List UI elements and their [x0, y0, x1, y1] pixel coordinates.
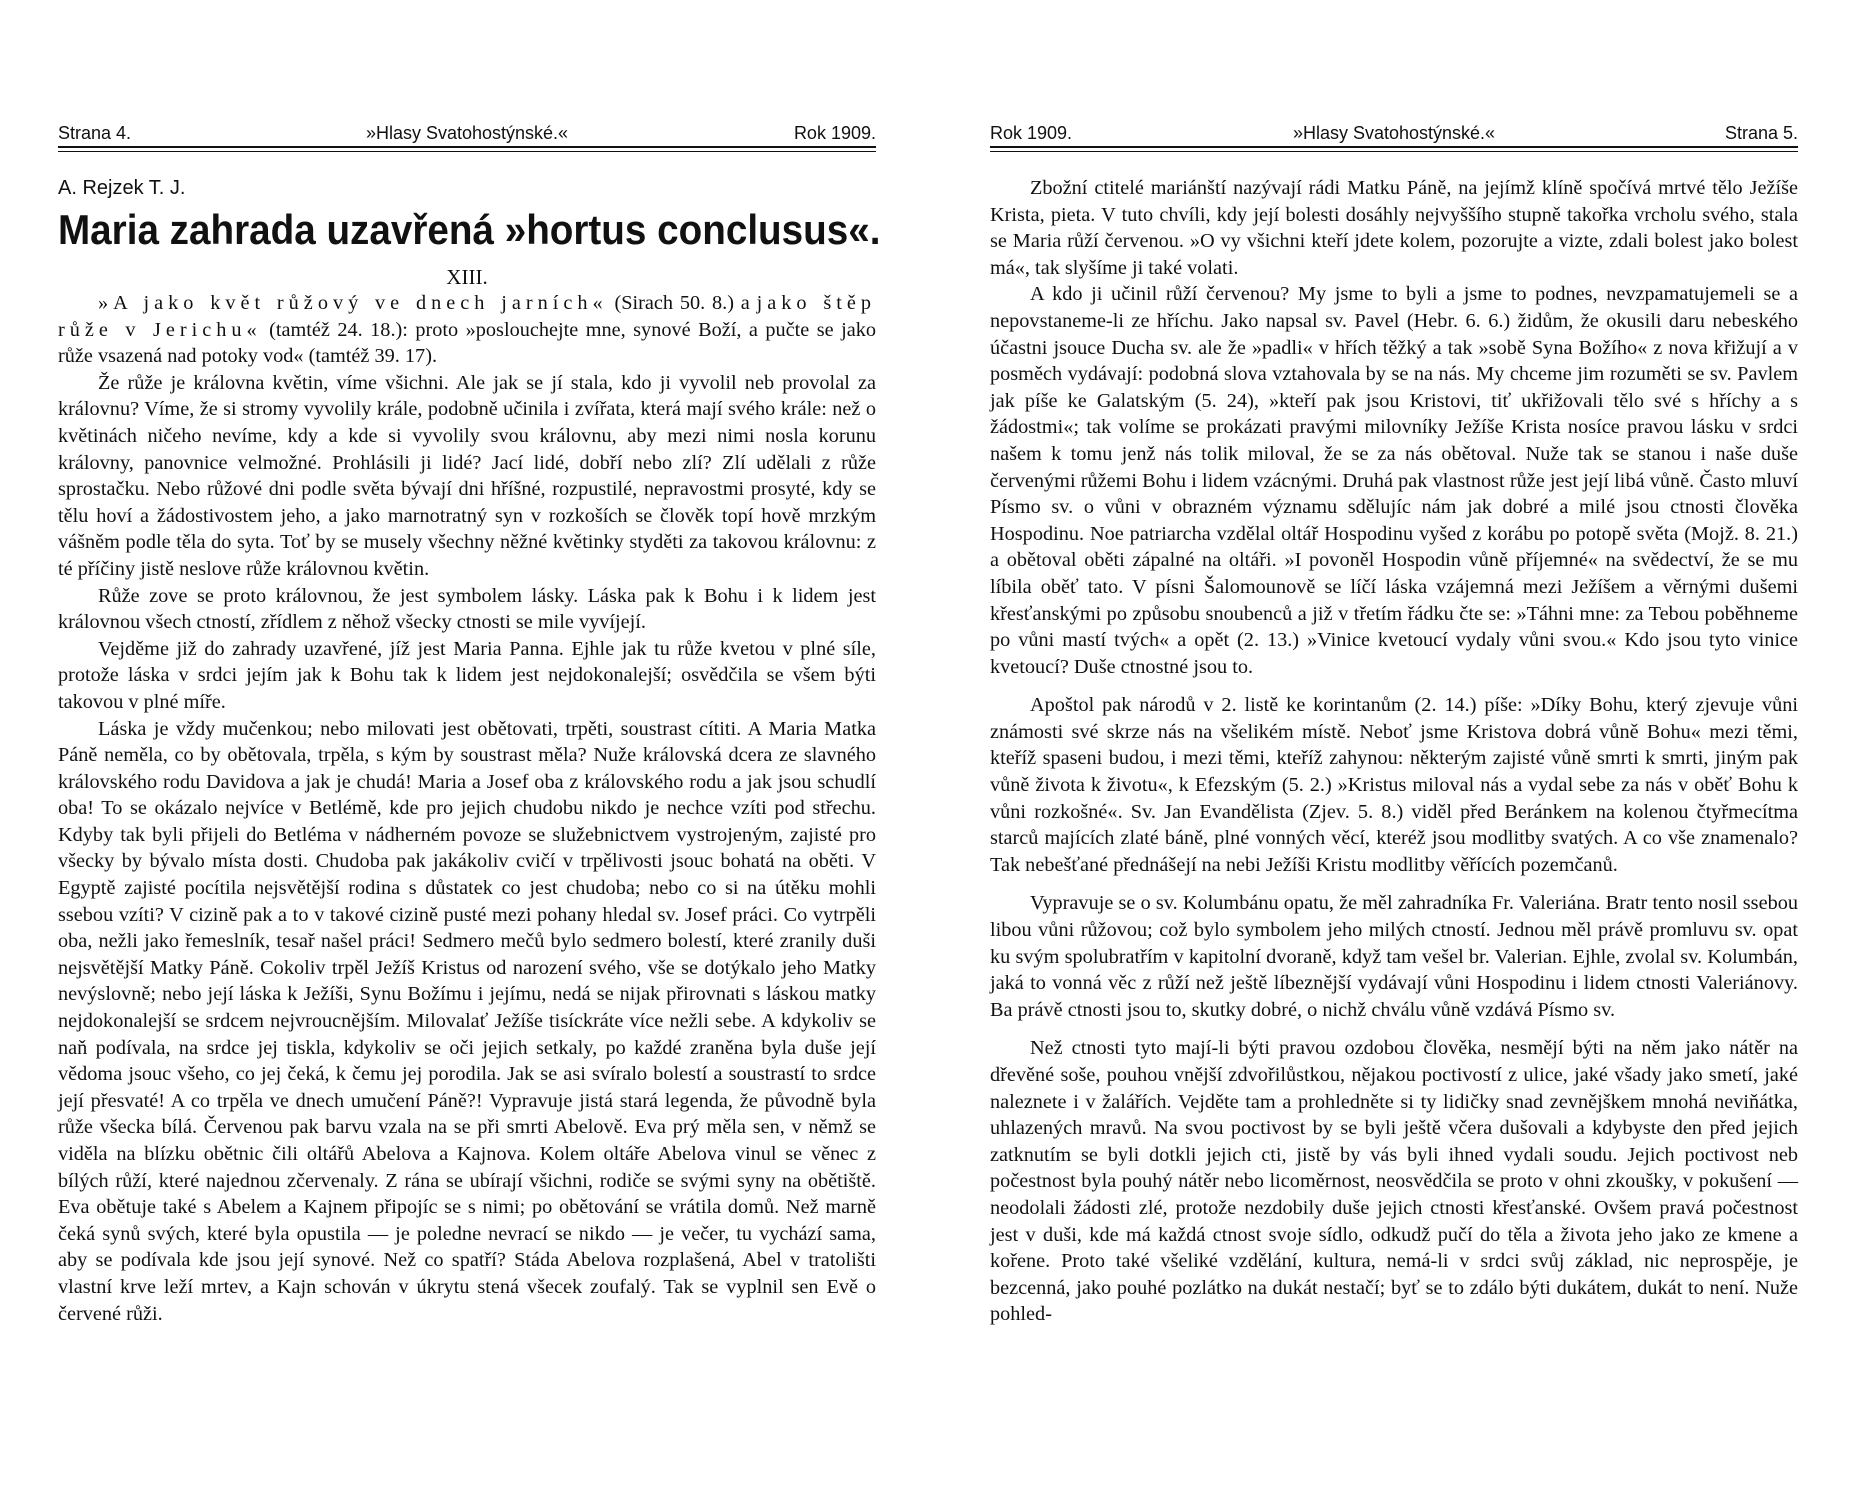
journal-title: »Hlasy Svatohostýnské.« — [1292, 123, 1496, 143]
quote-2-rest: (tamtéž 24. 18.): proto »poslouchejte mne, synové Boží, a pučte se jako růže vsazená nad potoky vod« (tamtéž 39. 17). — [58, 318, 876, 368]
article-author: A. Rejzek T. J. — [58, 177, 186, 199]
article-title: Maria zahrada uzavřená »hortus conclusus«. — [58, 206, 881, 253]
header-rule-thin — [990, 151, 1798, 152]
page-number: Strana 4. — [58, 123, 132, 143]
paragraph: Vejděme již do zahrady uzavřené, jíž jest Maria Panna. Ejhle jak tu růže kvetou v plné síle, protože láska v srdci jejím jak k Bohu tak k lidem jest nejdokonalejší; osvědčila se všem býti takovou v plné míře. — [58, 637, 876, 713]
header-rule — [58, 146, 876, 148]
paragraph: Vypravuje se o sv. Kolumbánu opatu, že měl zahradníka Fr. Valeriána. Bratr tento nosil ssebou libou vůni růžovou; což bylo symbolem jeho milých ctností. Jednou měl právě promluvu sv. opat ku svým spolubratřím v kapitolní dvoraně, když tam vešel br. Valerian. Ejhle, zvolal sv. Kolumbán, jaká to vonná věc z růží než ještě líbeznější vydávají vůni Hospodinu i lidem ctnosti Valeriánovy. Ba právě ctnosti jsou to, skutky dobré, o nichž chválu vůně vzdává Písmo sv. — [990, 892, 1798, 1021]
paragraph: A kdo ji učinil růží červenou? My jsme to byli a jsme to podnes, nevzpamatujemeli se a nepovstaneme-li ze hříchu. Jako napsal sv. Pavel (Hebr. 6. 6.) židům, že okusili daru nebeského účastni jsouce Ducha sv. ale že »padli« v hřích těžký a tak »sobě Syna Božího« z nova křižují a v posměch vydávají: podobná slova vztahovala by se na nás. My chceme jim rozuměti se sv. Pavlem jak píše ke Galatským (5. 24), »kteří pak jsou Kristovi, tiť ukřižovali tělo své s hříchy a s žádostmi«; tak volíme se prokázati pravými milovníky Ježíše Krista nosíce pravou lásku v srdci našem k tomu jenž nás tolik miloval, že se za nás obětoval. Nuže tak se stanou i naše duše červenými růžemi Bohu i lidem vzácnými. Druhá pak vlastnost růže jest její libá vůně. Často mluví Písmo sv. o vůni v obrazném významu sdělujíc nám jak dobré a milé jsou ctnosti člověka Hospodinu. Noe patriarcha vzdělal oltář Hospodinu vyšed z korábu po potopě světa (Mojž. 8. 21.) a obětoval oběti zápalné na oltáři. »I povoněl Hospodin vůně příjemné« na svědectví, že se mu líbila oběť tato. V písni Šalomounově se líčí láska vzájemná mezi Ježíšem a věrnými dušemi křesťanskými po způsobu snoubenců a již v třetím řádku čte se: »Táhni mne: za Tebou poběhneme po vůni mastí tvých« a opět (2. 13.) »Vinice kvetoucí vydaly vůni svou.« Kdo jsou tyto vinice kvetoucí? Duše ctnostné jsou to. — [990, 283, 1798, 678]
paragraph: Že růže je královna květin, víme všichni. Ale jak se jí stala, kdo ji vyvolil neb provolal za královnu? Víme, že si stromy vyvolily krále, podobně učinila i zvířata, která mají svého krále: než o květinách ničeho nevíme, kdy a kde si vyvolily svou královnu, aby mezi nimi nosla korunu královny, panovnice velmožné. Prohlásili ji lidé? Jací lidé, dobří nebo zlí? Zlí udělali z růže sprostačku. Nebo růžové dni podle světa bývají dni hříšné, rozpustilé, nepravostmi prosyté, kdy se tělu hoví a žádostivostem jeho, a jako marnotratný syn v rozkoších se člověk topí hově mrzkým vášněm podle těla do syta. Toť by se musely všechny něžné květinky styděti za takovou královnu: z té příčiny jistě neslove růže královnou květin. — [58, 371, 876, 580]
left-body — [58, 290, 876, 1327]
quote-2: jako štěp růže v Jerichu« — [58, 292, 876, 341]
journal-title: »Hlasy Svatohostýnské.« — [365, 123, 569, 143]
paragraph: Zbožní ctitelé mariánští nazývají rádi Matku Páně, na jejímž klíně spočívá mrtvé tělo Ježíše Krista, pieta. V tuto chvíli, kdy její bolesti dosáhly nejvyššího stupně takořka vrcholu svého, stala se Maria růží červenou. »O vy všichni kteří jdete kolem, pozorujte a vizte, zdali bolest jako bolest má«, tak slyšíme ji také volati. — [990, 177, 1798, 279]
paragraph: Než ctnosti tyto mají-li býti pravou ozdobou člověka, nesmějí býti na něm jako nátěr na dřevěné soše, pouhou vnější zdvořilůstkou, nějakou poctivostí z ulice, jaké všady jako smetí, jaké naleznete i v žalářích. Vejděte tam a prohledněte si ty lidičky snad zevnějškem mnohá neviňátka, uhlazených mravů. Na svou poctivost by se byli ještě včera dušovali a kdybyste den před jejich zatknutím se byli dotkli jejich cti, jistě by vás byli ihned vydali soudu. Jejich poctivost neb počestnost byla pouhý nátěr nebo licoměrnost, neosvědčila se proto v ohni zkoušky, v pokušení — neodolali žádosti zlé, protože nezdobily duše jejich ctnosti křesťanské. Ovšem pravá počestnost jest v duši, kde má každá ctnost svoje sídlo, odkudž pučí do těla a života jeho jako ze kmene a kořene. Proto také všeliké vzdělání, kultura, nemá-li v srdci svůj základ, nic neprospěje, je bezcenná, jako pouhé pozlátko na dukát nestačí; byť se to zdálo býti dukátem, dukát to není. Nuže pohled- — [990, 1037, 1798, 1326]
year-label: Rok 1909. — [990, 123, 1073, 143]
paragraph: Apoštol pak národů v 2. listě ke korintanům (2. 14.) píše: »Díky Bohu, který zjevuje vůni známosti své skrze nás na všelikém místě. Neboť jsme Kristova dobrá vůně Bohu« mezi těmi, kteříž spaseni budou, i mezi těmi, kteříž zahynou: některým zajisté vůně smrti k smrti, jiným pak vůně života k životu«, k Efezským (5. 2.) »Kristus miloval nás a vydal sebe za nás v oběť Bohu k vůni rozkošné«. Sv. Jan Evandělista (Zjev. 5. 8.) viděl před Beránkem na kolenou čtyřmecítma starců majících zlaté báně, plné vonných věcí, kteréž jsou modlitby svatých. A co vše znamenalo? Tak nebešťané přednášejí na nebi Ježíši Kristu modlitby věřících pozemčanů. — [990, 694, 1798, 876]
right-body — [990, 175, 1798, 1328]
page-number: Strana 5. — [1724, 123, 1798, 143]
paragraph: Růže zove se proto královnou, že jest symbolem lásky. Láska pak k Bohu i k lidem jest královnou všech ctností, zřídlem z něhož všecky ctnosti se mile vyvíjejí. — [58, 584, 876, 634]
paragraph: Láska je vždy mučenkou; nebo milovati jest obětovati, trpěti, soustrast cítiti. A Maria Matka Páně neměla, co by obětovala, trpěla, s kým by soustrast měla? Nuže královská dcera ze slavného královského rodu Davidova a jak je chudá! Maria a Josef oba z královského rodu a jak jsou schudlí oba! To se okázalo nejvíce v Betlémě, kde pro jejich chudobu nikdo je nechce vzíti pod střechu. Kdyby tak byli přijeli do Betléma v nádherném povoze se služebnictvem vystrojeným, zajisté pro všecky by bývalo místa dosti. Chudoba pak jakákoliv cvičí v trpělivosti jsouc bohatá na oběti. V Egyptě zajisté pocítila nejsvětější rodina s důstatek co jest chudoba; nebo co si na útěku mohli ssebou vzíti? V cizině pak a to v takové cizině pusté mezi pohany hledal sv. Josef práci. Co vytrpěli oba, nežli jako řemeslník, tesař našel práci! Sedmero mečů bylo sedmero bolestí, které zranily duši nejsvětější Matky Páně. Cokoliv trpěl Ježíš Kristus od narození svého, vše se dotýkalo jeho Matky nevýslovně; nebo její láska k Ježíši, Synu Božímu i jejímu, nedá se nijak přirovnati s láskou matky nejdokonalejší se srdcem nejvroucnějším. Milovalať Ježíše tisíckráte více nežli sebe. A kdykoliv se naň podívala, na srdce jej tiskla, kdykoliv se oči jejich setkaly, po každé zraněna byla duše její vědoma jsouc všeho, co jej čeká, k čemu jej porodila. Jak se asi svíralo bolestí a soustrastí to srdce její přesvaté! A co trpěla ve dnech umučení Páně?! Vypravuje jistá stará legenda, že původně byla růže všecka bílá. Červenou pak barvu vzala na se při smrti Abelově. Eva prý měla sen, v němž se viděla na blízku obětnic čili oltářů Abelova a Kajnova. Kolem oltáře Abelova vinul se věnec z bílých růží, které najednou zčervenaly. Z rána se ubírají všichni, rodiče se svými syny na obětiště. Eva obětuje také s Abelem a Kajnem připojíc se s nimi; po obětování se vrátila domů. Než marně čeká synů svých, které byla opustila — je poledne nevrací se nikdo — je večer, tu vychází sama, aby se podívala kde jsou její synové. Než co spatří? Stáda Abelova rozplašená, Abel v tratolišti vlastní krve leží mrtev, a Kajn schován v úkrytu stená všecek zoufalý. Tak se vyplnil sen Evě o červené růži. — [58, 717, 876, 1325]
header-rule — [990, 146, 1798, 148]
header-rule-thin — [58, 151, 876, 152]
quote-1-ref: (Sirach 50. 8.) a — [607, 292, 757, 314]
section-number: XIII. — [446, 265, 488, 289]
year-label: Rok 1909. — [793, 123, 876, 143]
quote-1: »A jako květ růžový ve dnech jarních« — [98, 292, 608, 314]
right-running-head — [990, 112, 1798, 144]
left-running-head — [58, 112, 876, 144]
intro-paragraph — [58, 290, 876, 370]
